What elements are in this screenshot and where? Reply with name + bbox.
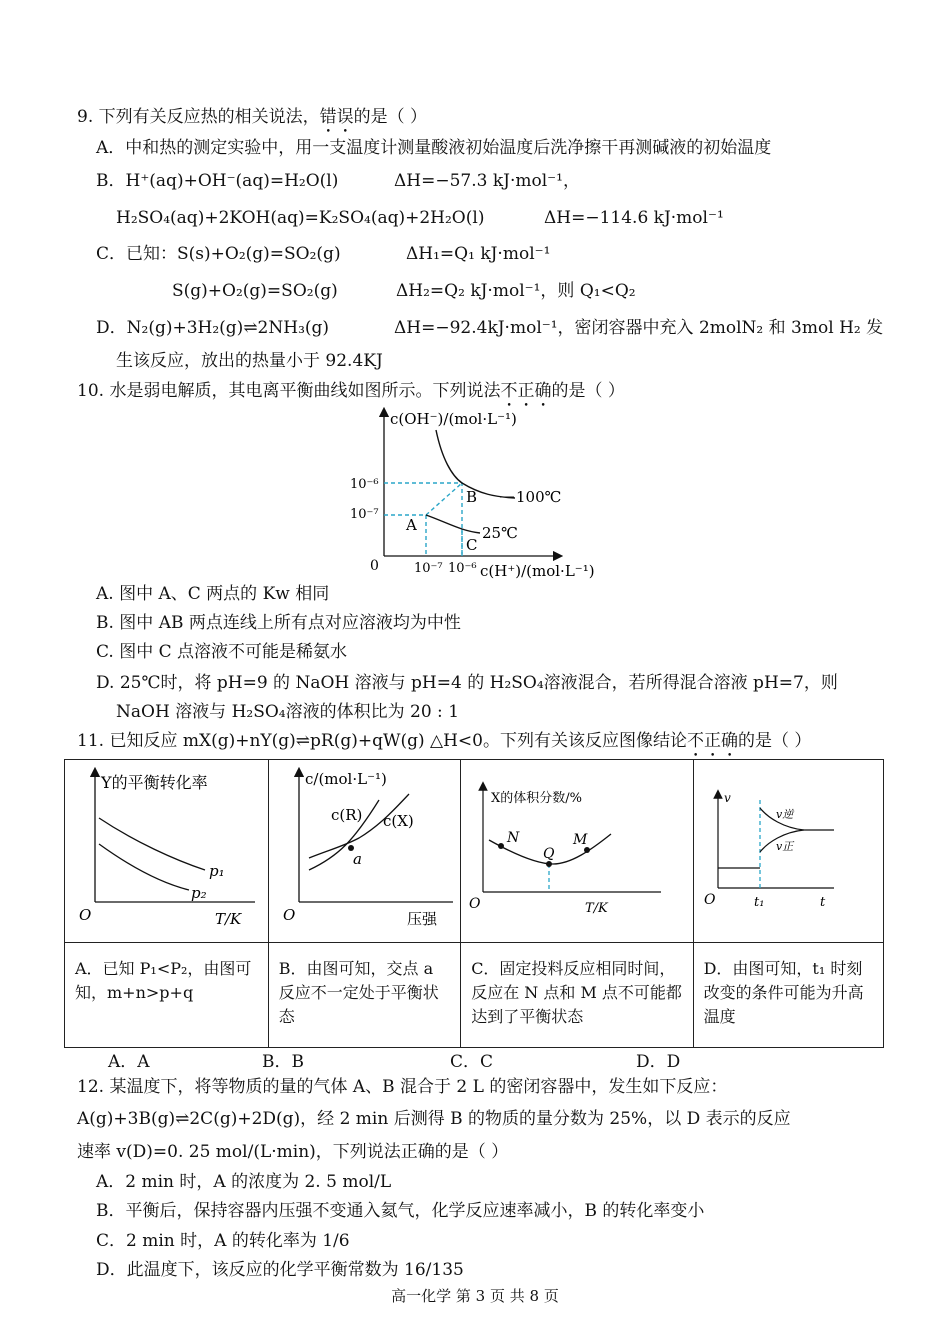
q11-graph-d	[694, 760, 882, 938]
q12-stem-line1: 12. 某温度下，将等物质的量的气体 A、B 混合于 2 L 的密闭容器中，发生如下反应：	[77, 1077, 728, 1097]
q9-stem: 9. 下列有关反应热的相关说法，错误的是（ ）	[77, 107, 428, 127]
q11b-origin: O	[282, 906, 296, 924]
q11a-label-p2: p₂	[191, 884, 207, 902]
q9-option-c-dh2: ΔH₂=Q₂ kJ·mol⁻¹，则 Q₁<Q₂	[396, 281, 636, 301]
q11b-ylabel: c/(mol·L⁻¹)	[304, 770, 387, 788]
q11-option-c: C．C	[450, 1052, 494, 1072]
page-footer: 高一化学 第 3 页 共 8 页	[391, 1287, 559, 1305]
q10-label-25c: 25℃	[482, 524, 518, 542]
q9-option-c-eq1: C．已知：S(s)+O₂(g)=SO₂(g)	[96, 244, 341, 264]
q10-y-tick-hi: 10⁻⁶	[350, 477, 379, 492]
q10-option-b: B. 图中 AB 两点连线上所有点对应溶液均为中性	[96, 613, 461, 633]
q12-option-d: D．此温度下，该反应的化学平衡常数为 16/135	[96, 1260, 464, 1280]
q11b-label-cr: c(R)	[330, 806, 363, 824]
q9-option-b-dh2: ΔH=−114.6 kJ·mol⁻¹	[544, 208, 724, 228]
q12-stem-line2: A(g)+3B(g)⇌2C(g)+2D(g)，经 2 min 后测得 B 的物质的量分数为 25%，以 D 表示的反应	[77, 1109, 791, 1129]
q10-line-ab	[426, 483, 462, 515]
q11a-label-p1: p₁	[209, 862, 225, 880]
q10-ylabel: c(OH⁻)/(mol·L⁻¹)	[390, 410, 517, 428]
q9-option-d-line2: 生该反应，放出的热量小于 92.4KJ	[116, 351, 383, 371]
q9-emphasis: 错误	[319, 107, 354, 127]
q11-stem: 11. 已知反应 mX(g)+nY(g)⇌pR(g)+qW(g) △H<0。下列有关该反应图像结论不正确的是（ ）	[77, 731, 812, 751]
q10-xlabel: c(H⁺)/(mol·L⁻¹)	[480, 562, 595, 580]
q9-option-a: A．中和热的测定实验中，用一支温度计测量酸液初始温度后洗净擦干再测碱液的初始温度	[96, 138, 772, 158]
q9-option-c-dh1: ΔH₁=Q₁ kJ·mol⁻¹	[406, 244, 551, 264]
q11-table	[64, 759, 884, 1048]
q9-option-b-dh1: ΔH=−57.3 kJ·mol⁻¹，	[394, 171, 580, 191]
q12-option-b: B．平衡后，保持容器内压强不变通入氦气，化学反应速率减小，B 的转化率变小	[96, 1201, 705, 1221]
q11c-ylabel: X的体积分数/%	[491, 791, 583, 806]
q11-graph-c	[461, 760, 691, 938]
q11-graph-b-cell	[268, 760, 460, 943]
q12-stem-line3: 速率 v(D)=0. 25 mol/(L·min)，下列说法正确的是（ ）	[77, 1142, 509, 1162]
q11d-label-vfwd: v正	[775, 840, 793, 853]
q11-graph-a-cell	[65, 760, 269, 943]
q10-origin: 0	[370, 558, 379, 574]
q10-y-tick-lo: 10⁻⁷	[350, 507, 379, 522]
q9-option-d-eq: D．N₂(g)+3H₂(g)⇌2NH₃(g)	[96, 318, 330, 338]
q11a-xlabel: T/K	[215, 910, 242, 928]
q10-point-a: A	[406, 516, 417, 534]
q10-x-tick-hi: 10⁻⁶	[448, 561, 477, 576]
q12-option-c: C．2 min 时，A 的转化率为 1/6	[96, 1231, 350, 1251]
q11-graph-d-cell	[693, 760, 883, 943]
q11-caption-a-cell	[65, 943, 269, 1048]
q11-caption-d-cell	[693, 943, 883, 1048]
q11-caption-a: A．已知 P₁<P₂，由图可知，m+n>p+q	[75, 959, 252, 1002]
q11d-origin: O	[703, 892, 716, 908]
q11-option-a: A．A	[108, 1052, 150, 1072]
q11b-label-cx: c(X)	[382, 812, 414, 830]
q10-option-c: C. 图中 C 点溶液不可能是稀氨水	[96, 642, 348, 662]
q11-graph-c-cell	[461, 760, 693, 943]
q11c-label-m: M	[573, 832, 588, 848]
q11c-origin: O	[469, 896, 481, 912]
q10-point-b: B	[466, 488, 478, 506]
q11d-label-vrev: v逆	[775, 808, 793, 821]
q10-curve-25c	[426, 515, 480, 533]
q10-label-100c: 100℃	[516, 488, 562, 506]
q10-x-tick-lo: 10⁻⁷	[414, 561, 443, 576]
q11-graph-a	[65, 760, 265, 938]
q10-figure	[340, 404, 620, 584]
q10-option-d-line1: D. 25℃时，将 pH=9 的 NaOH 溶液与 pH=4 的 H₂SO₄溶液混合，若所得混合溶液 pH=7，则	[96, 673, 838, 693]
q11c-label-n: N	[507, 830, 520, 846]
q12-option-a: A．2 min 时，A 的浓度为 2. 5 mol/L	[96, 1172, 392, 1192]
q10-option-d-line2: NaOH 溶液与 H₂SO₄溶液的体积比为 20 : 1	[116, 702, 460, 722]
q11a-curve-p2	[99, 844, 189, 890]
q9-option-b-eq2: H₂SO₄(aq)+2KOH(aq)=K₂SO₄(aq)+2H₂O(l)	[116, 208, 485, 228]
q11c-xlabel: T/K	[585, 901, 608, 916]
q11a-ylabel: Y的平衡转化率	[101, 773, 208, 792]
q10-option-a: A. 图中 A、C 两点的 Kw 相同	[96, 584, 330, 604]
q11d-xlabel: t	[819, 895, 825, 910]
q11a-curve-p1	[99, 818, 205, 870]
q11-emphasis: 不正确	[686, 731, 738, 751]
q11d-ylabel: v	[723, 791, 731, 805]
q9-option-b-eq1: B．H⁺(aq)+OH⁻(aq)=H₂O(l)	[96, 171, 339, 191]
q11c-label-q: Q	[543, 846, 555, 862]
q11-option-b: B．B	[262, 1052, 304, 1072]
q10-guide-b	[384, 483, 462, 556]
q11-graph-b	[269, 760, 459, 938]
q9-option-d-dh: ΔH=−92.4kJ·mol⁻¹，密闭容器中充入 2molN₂ 和 3mol H₂ 发	[394, 318, 884, 338]
q11-caption-c: C．固定投料反应相同时间，反应在 N 点和 M 点不可能都达到了平衡状态	[471, 959, 682, 1026]
q11a-origin: O	[79, 906, 92, 924]
q11-caption-d: D．由图可知，t₁ 时刻改变的条件可能为升高温度	[703, 959, 864, 1026]
q11-caption-b: B．由图可知，交点 a 反应不一定处于平衡状态	[278, 959, 439, 1026]
q10-point-c: C	[466, 536, 478, 554]
q11c-point-n	[498, 843, 504, 849]
q11b-xlabel: 压强	[406, 910, 437, 928]
q11-caption-c-cell	[461, 943, 693, 1048]
q11d-label-t1: t₁	[753, 895, 765, 910]
q11-caption-b-cell	[268, 943, 460, 1048]
q10-stem: 10. 水是弱电解质，其电离平衡曲线如图所示。下列说法不正确的是（ ）	[77, 381, 625, 401]
q10-emphasis: 不正确	[500, 381, 552, 401]
q9-option-c-eq2: S(g)+O₂(g)=SO₂(g)	[172, 281, 338, 301]
q11-option-d: D．D	[636, 1052, 681, 1072]
q10-guide-a	[384, 515, 426, 556]
q11b-label-a: a	[352, 850, 362, 868]
